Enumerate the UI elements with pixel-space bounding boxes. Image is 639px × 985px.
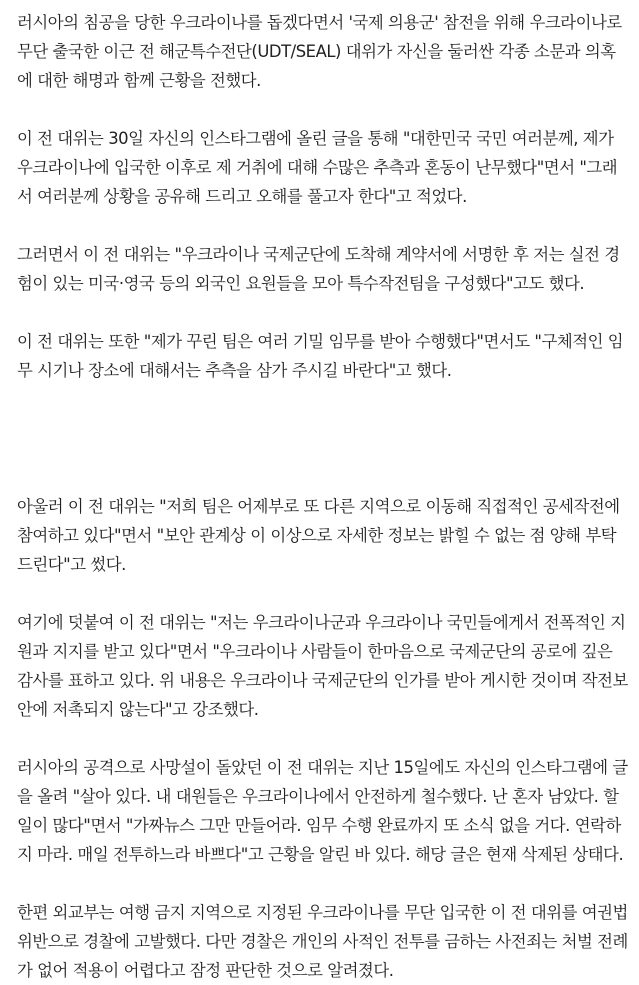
paragraph-line: 감사를 표하고 있다. 위 내용은 우크라이나 국제군단의 인가를 받아 게시한 것이며 작전보: [17, 671, 628, 690]
article-paragraph-2: [17, 124, 637, 211]
paragraph-line: 우크라이나에 입국한 이후로 제 거취에 대해 수많은 추측과 혼동이 난무했다"면서 "그래: [17, 158, 618, 177]
paragraph-line: 무단 출국한 이근 전 해군특수전단(UDT/SEAL) 대위가 자신을 둘러싼 각종 소문과 의혹: [17, 42, 616, 61]
paragraph-line: 이 전 대위는 또한 "제가 꾸린 팀은 여러 기밀 임무를 받아 수행했다"면서도 "구체적인 임: [17, 332, 624, 351]
paragraph-line: 무 시기나 장소에 대해서는 추측을 삼가 주시길 바란다"고 했다.: [17, 361, 452, 380]
paragraph-line: 한편 외교부는 여행 금지 지역으로 지정된 우크라이나를 무단 입국한 이 전 대위를 여권법: [17, 903, 628, 922]
embedded-content-gap: [17, 414, 637, 492]
paragraph-line: 드린다"고 썼다.: [17, 555, 126, 574]
article-paragraph-5: [17, 492, 637, 579]
paragraph-line: 가 없어 적용이 어렵다고 잠정 판단한 것으로 알려졌다.: [17, 961, 394, 980]
paragraph-line: 러시아의 침공을 당한 우크라이나를 돕겠다면서 '국제 의용군' 참전을 위해 우크라이나로: [17, 13, 622, 32]
paragraph-line: 그러면서 이 전 대위는 "우크라이나 국제군단에 도착해 계약서에 서명한 후 저는 실전 경: [17, 245, 620, 264]
paragraph-line: 원과 지지를 받고 있다"면서 "우크라이나 사람들이 한마음으로 국제군단의 공로에 깊은: [17, 642, 613, 661]
paragraph-line: 을 올려 "살아 있다. 내 대원들은 우크라이나에서 안전하게 철수했다. 난 혼자 남았다. 할: [17, 787, 619, 806]
paragraph-line: 아울러 이 전 대위는 "저희 팀은 어제부로 또 다른 지역으로 이동해 직접적인 공세작전에: [17, 497, 620, 516]
article-paragraph-3: [17, 240, 637, 298]
paragraph-line: 러시아의 공격으로 사망설이 돌았던 이 전 대위는 지난 15일에도 자신의 인스타그램에 글: [17, 758, 628, 777]
paragraph-line: 참여하고 있다"면서 "보안 관계상 이 이상으로 자세한 정보는 밝힐 수 없는 점 양해 부탁: [17, 526, 617, 545]
paragraph-line: 험이 있는 미국·영국 등의 외국인 요원들을 모아 특수작전팀을 구성했다"고도 했다.: [17, 274, 585, 293]
article-paragraph-4: [17, 327, 637, 385]
article-body: [17, 8, 637, 985]
paragraph-line: 위반으로 경찰에 고발했다. 다만 경찰은 개인의 사적인 전투를 금하는 사전죄는 처벌 전례: [17, 932, 628, 951]
paragraph-line: 일이 많다"면서 "가짜뉴스 그만 만들어라. 임무 수행 완료까지 또 소식 없을 거다. 연락하: [17, 816, 621, 835]
paragraph-line: 서 여러분께 상황을 공유해 드리고 오해를 풀고자 한다"고 적었다.: [17, 187, 467, 206]
article-paragraph-6: [17, 608, 637, 724]
article-paragraph-7: [17, 753, 637, 869]
paragraph-line: 지 마라. 매일 전투하느라 바쁘다"고 근황을 알린 바 있다. 해당 글은 현재 삭제된 상태다.: [17, 845, 624, 864]
article-paragraph-8: [17, 898, 637, 985]
paragraph-line: 에 대한 해명과 함께 근황을 전했다.: [17, 71, 261, 90]
article-paragraph-1: [17, 8, 637, 95]
paragraph-line: 이 전 대위는 30일 자신의 인스타그램에 올린 글을 통해 "대한민국 국민 여러분께, 제가: [17, 129, 614, 148]
paragraph-line: 안에 저촉되지 않는다"고 강조했다.: [17, 700, 259, 719]
paragraph-line: 여기에 덧붙여 이 전 대위는 "저는 우크라이나군과 우크라이나 국민들에게서 전폭적인 지: [17, 613, 626, 632]
